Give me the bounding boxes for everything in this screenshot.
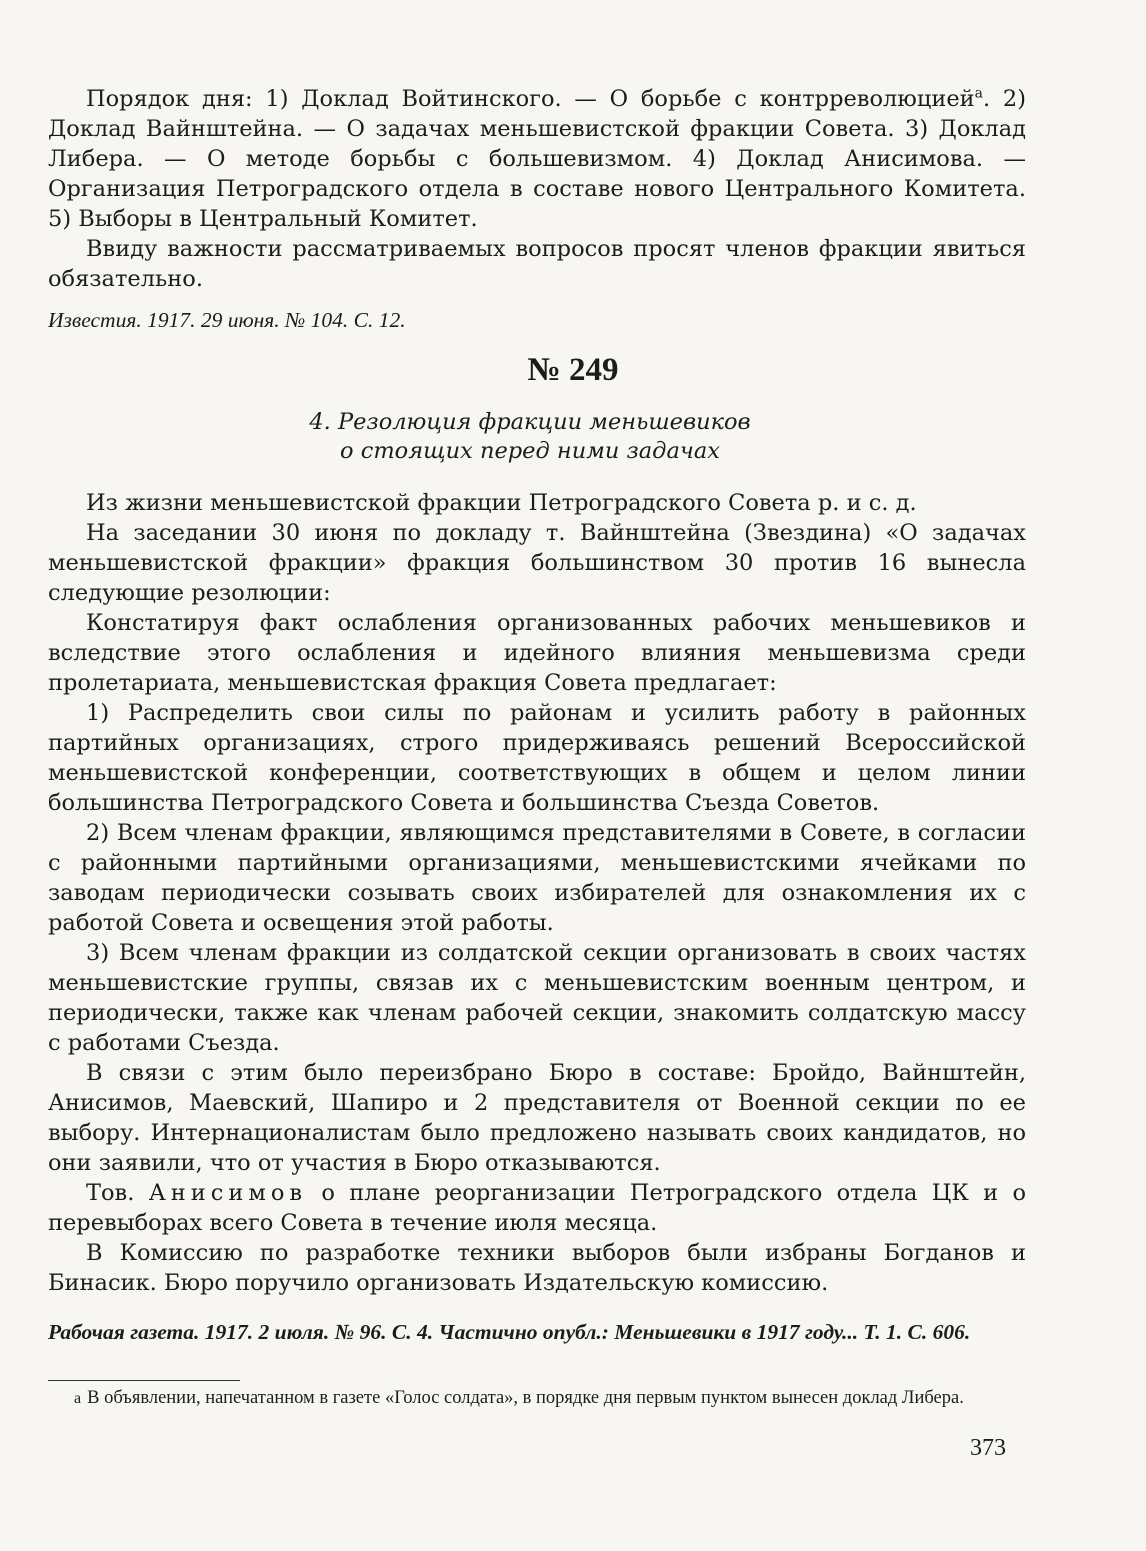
document-title-line-2: о стоящих перед ними задачах [340, 438, 720, 464]
paragraph-statement: Констатируя факт ослабления организованных рабочих меньшевиков и вследствие этого ослабления и идейного влияния меньшевизма среди пролетариата, меньшевистская фракция Совета предлагает: [48, 610, 1026, 696]
resolution-body [48, 488, 1026, 1344]
document-number: № 249 [527, 352, 619, 388]
paragraph-point-3: 3) Всем членам фракции из солдатской секции организовать в своих частях меньшевистские группы, связав их с меньшевистским военным центром, и периодически, также как членам рабочей секции, знакомить солдатскую массу с работами Съезда. [48, 940, 1026, 1056]
paragraph-meeting: На заседании 30 июня по докладу т. Вайнштейна (Звездина) «О задачах меньшевистской фракции» фракция большинством 30 против 16 вынесла следующие резолюции: [48, 520, 1026, 606]
paragraph-commission: В Комиссию по разработке техники выборов были избраны Богданов и Бинасик. Бюро поручило организовать Издательскую комиссию. [48, 1240, 1026, 1296]
paragraph-point-2: 2) Всем членам фракции, являющимся представителями в Совете, в согласии с районными партийными организациями, меньшевистскими ячейками по заводам периодически созывать своих избирателей для ознакомления их с работой Совета и освещения этой работы. [48, 820, 1026, 936]
agenda-paragraph: Порядок дня: 1) Доклад Войтинского. — О борьбе с контрреволюцией$^а$. 2) Доклад Вайнштейна. — О задачах меньшевистской фракции Совета. 3) Доклад Либера. — О методе борьбы с большевизмом. 4) Доклад Анисимова. — Организация Петроградского отдела в составе нового Центрального Комитета. 5) Выборы в Центральный Комитет. [48, 85, 1026, 232]
paragraph-anisimov: Тов. Анисимов о плане реорганизации Петроградского отдела ЦК и о перевыборах всего Совета в течение июля месяца. [48, 1180, 1026, 1236]
document-title [0, 408, 1060, 466]
paragraph-bureau: В связи с этим было переизбрано Бюро в составе: Бройдо, Вайнштейн, Анисимов, Маевский, Шапиро и 2 представителя от Военной секции по ее выбору. Интернационалистам было предложено называть своих кандидатов, но они заявили, что от участия в Бюро отказываются. [48, 1060, 1026, 1176]
source-citation-rabochaya-gazeta: Рабочая газета. 1917. 2 июля. № 96. С. 4. Частично опубл.: Меньшевики в 1917 году... Т. 1. С. 606. [48, 1320, 971, 1344]
page-number: 373 [970, 1435, 1006, 1461]
document-title-line-1: 4. Резолюция фракции меньшевиков [309, 409, 751, 435]
agenda-block [48, 84, 1026, 332]
footnote-text: В объявлении, напечатанном в газете «Голос солдата», в порядке дня первым пунктом вынесен доклад Либера. [87, 1388, 964, 1408]
paragraph-point-1: 1) Распределить свои силы по районам и усилить работу в районных партийных организациях, строго придерживаясь решений Всероссийской меньшевистской конференции, соответствующих в общем и целом линии большинства Петроградского Совета и большинства Съезда Советов. [48, 700, 1026, 816]
paragraph-intro: Из жизни меньшевистской фракции Петроградского Совета р. и с. д. [86, 490, 917, 516]
footnote-ref: а [974, 85, 983, 102]
footnote [48, 1385, 1026, 1412]
footnote-mark: а [74, 1390, 82, 1407]
source-citation-izvestia: Известия. 1917. 29 июня. № 104. С. 12. [48, 308, 406, 332]
spaced-name-anisimov: Анисимов [148, 1180, 308, 1206]
footnote-separator [48, 1380, 240, 1381]
appeal-paragraph: Ввиду важности рассматриваемых вопросов просят членов фракции явиться обязательно. [48, 236, 1026, 292]
